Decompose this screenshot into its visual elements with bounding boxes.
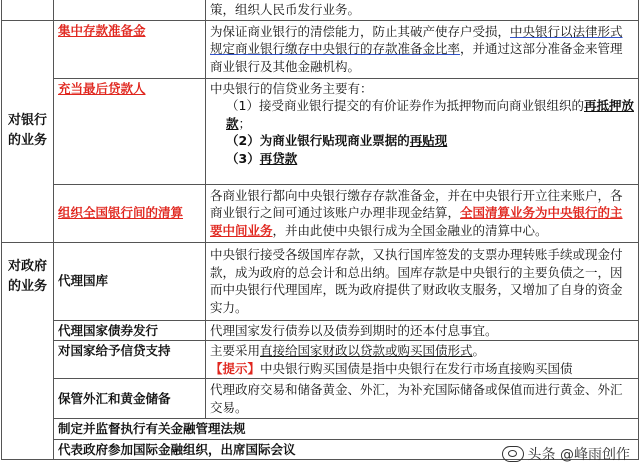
lender-item3-key: 再贷款 bbox=[259, 150, 298, 166]
gov-row-desc bbox=[206, 341, 639, 379]
lender-title: 充当最后贷款人 bbox=[58, 80, 146, 96]
clearing-desc-part3: ，并由此使中央银行成为全国金融业的清算中心。 bbox=[272, 222, 548, 238]
bank-row-desc bbox=[206, 78, 639, 184]
clearing-desc-part1: 各商业银行都向中央银行缴存存款准备金，并在中央银行开立往来账户，各商业银行之间可通过该账户办理非现金结算， bbox=[210, 187, 623, 221]
lender-item3-text: （3） bbox=[226, 150, 260, 166]
reserve-title: 集中存款准备金 bbox=[58, 22, 146, 38]
lender-item2 bbox=[210, 132, 634, 150]
bank-row-title bbox=[54, 78, 206, 184]
gov-row-title: 保管外汇和黄金储备 bbox=[54, 379, 206, 419]
credit-line1 bbox=[210, 342, 634, 360]
lender-item1-post: ； bbox=[238, 115, 252, 131]
credit-tip bbox=[210, 360, 634, 378]
lender-item1-key: 再抵押放款 bbox=[226, 98, 634, 131]
gov-row-title: 代理国库 bbox=[54, 242, 206, 320]
gov-row-reserves bbox=[2, 379, 639, 419]
bank-row-lender bbox=[2, 78, 639, 184]
gov-row-desc: 代理国家发行债券以及债券到期时的还本付息事宜。 bbox=[206, 320, 639, 341]
credit-key: 直接给国家财政以贷款或购买国债形式 bbox=[260, 343, 473, 358]
gov-row-desc: 中央银行接受各级国库存款，又执行国库签发的支票办理转账手续或现金付款，成为政府的总会计和总出纳。国库存款是中央银行的主要负债之一，因而中央银行代理国库，既为政府提供了财政收支服务，又增加了自身的资金实力。 bbox=[206, 242, 639, 320]
bank-row-desc bbox=[206, 184, 639, 242]
tip-text: 中央银行购买国债是指中央银行在发行市场直接购买国债 bbox=[260, 360, 573, 376]
lender-item3 bbox=[210, 150, 634, 168]
lender-item1 bbox=[210, 97, 634, 132]
top-row-empty-sub bbox=[54, 0, 206, 20]
bank-row-title bbox=[54, 184, 206, 242]
lender-intro: 中央银行的信贷业务主要有： bbox=[210, 80, 373, 96]
tip-label: 【提示】 bbox=[210, 360, 261, 376]
bank-row-reserve bbox=[2, 20, 639, 78]
reserve-desc-part1: 为保证商业银行的清偿能力，防止其破产使存户受损， bbox=[210, 23, 511, 39]
gov-row-bonds bbox=[2, 320, 639, 341]
gov-section-label: 对政府的业务 bbox=[2, 242, 54, 460]
gov-span-text: 代表政府参加国际金融组织，出席国际会议 bbox=[54, 439, 639, 460]
gov-row-title: 代理国家债券发行 bbox=[54, 320, 206, 341]
credit-post: 。 bbox=[472, 343, 486, 358]
clearing-title: 组织全国银行间的清算 bbox=[58, 205, 184, 221]
lender-item1-text: （1）接受商业银行提交的有价证券作为抵押物而向商业银组织的 bbox=[226, 98, 584, 113]
top-row-empty-cat bbox=[2, 0, 54, 20]
bank-row-desc bbox=[206, 20, 639, 78]
credit-text: 主要采用 bbox=[210, 343, 261, 358]
bank-row-clearing bbox=[2, 184, 639, 242]
bank-row-title bbox=[54, 20, 206, 78]
gov-span-text: 制定并监督执行有关金融管理法规 bbox=[54, 419, 639, 440]
gov-row-title: 对国家给予信贷支持 bbox=[54, 341, 206, 379]
gov-row-credit bbox=[2, 341, 639, 379]
reserve-desc-key: 中央银行以法律形式规定商业银行缴存中央银行的存款准备金比率 bbox=[210, 23, 623, 57]
bank-section-label: 对银行的业务 bbox=[2, 20, 54, 242]
clearing-desc-key: 全国清算业务为中央银行的主要中间业务 bbox=[210, 205, 623, 238]
watermark-text: 头条 @峰雨创作 bbox=[527, 447, 630, 463]
reserve-desc-part3: ，并通过这部分准备金来管理商业银行及其他金融机构。 bbox=[210, 41, 623, 74]
top-row-text: 策，组织人民币发行业务。 bbox=[206, 0, 639, 20]
central-bank-business-table bbox=[1, 0, 639, 460]
gov-row-desc: 代理政府交易和储备黄金、外汇，为补充国际储备或保值而进行黄金、外汇交易。 bbox=[206, 379, 639, 419]
lender-item2-text: （2）为商业银行贴现商业票据的 bbox=[226, 133, 410, 148]
toutiao-logo-icon bbox=[502, 446, 524, 462]
gov-row-treasury bbox=[2, 242, 639, 320]
lender-item2-key: 再贴现 bbox=[409, 133, 448, 148]
gov-span-row-regulation bbox=[2, 419, 639, 440]
top-row bbox=[2, 0, 639, 20]
watermark bbox=[502, 444, 630, 464]
